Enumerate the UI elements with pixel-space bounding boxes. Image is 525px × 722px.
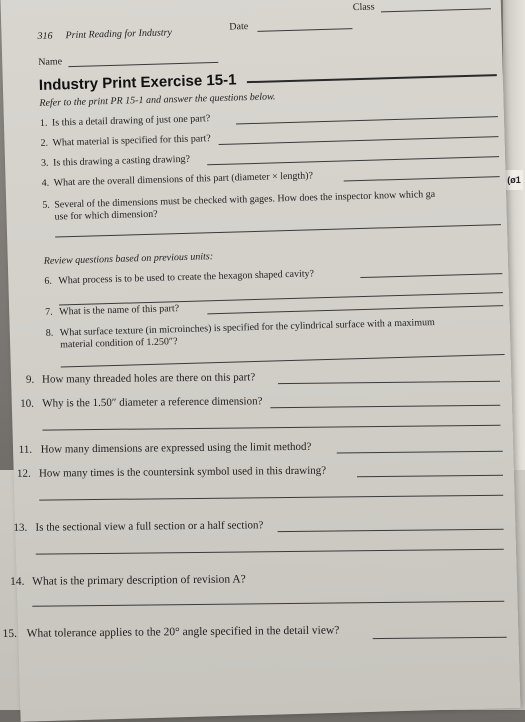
question-11-number: 11.: [18, 443, 33, 456]
question-1-text: Is this a detail drawing of just one part?: [51, 113, 211, 129]
page-number: 316: [37, 30, 53, 42]
book-title: Print Reading for Industry: [65, 27, 173, 42]
question-11-text: How many dimensions are expressed using the limit method?: [40, 440, 312, 456]
question-7-number: 7.: [45, 306, 53, 318]
name-label: Name: [38, 56, 63, 68]
answer-line-10b[interactable]: [43, 425, 501, 431]
answer-line-13b[interactable]: [36, 549, 504, 555]
answer-line-9[interactable]: [278, 381, 500, 384]
question-13-number: 13.: [13, 521, 28, 534]
review-heading: Review questions based on previous units:: [43, 251, 214, 267]
exercise-title: Industry Print Exercise 15-1: [38, 71, 237, 94]
question-4-text: What are the overall dimensions of this part (diameter × length)?: [53, 170, 314, 189]
question-6-text: What process is to be used to create the hexagon shaped cavity?: [58, 268, 315, 287]
adjacent-page-text: (ø1: [505, 170, 523, 190]
question-10-text: Why is the 1.50″ diameter a reference dimension?: [42, 395, 263, 410]
instructions: Refer to the print PR 15-1 and answer the questions below.: [39, 91, 276, 109]
question-6-number: 6.: [44, 275, 53, 287]
question-1-number: 1.: [39, 117, 48, 129]
question-3-number: 3.: [40, 157, 49, 169]
question-13-text: Is the sectional view a full section or a half section?: [35, 519, 264, 534]
question-10-number: 10.: [20, 397, 35, 410]
answer-line-15[interactable]: [373, 637, 507, 639]
question-5-number: 5.: [42, 199, 50, 211]
question-9-number: 9.: [25, 373, 35, 386]
question-3-text: Is this drawing a casting drawing?: [52, 153, 191, 169]
question-8-text-cont: material condition of 1.250″?: [60, 336, 178, 351]
question-8-text: What surface texture (in microinches) is specified for the cylindrical surface with a maximum: [59, 316, 435, 339]
question-15-number: 15.: [2, 627, 18, 641]
answer-line-12[interactable]: [357, 475, 503, 478]
question-7-text: What is the name of this part?: [59, 303, 180, 318]
answer-line-14[interactable]: [32, 601, 504, 607]
question-12-text: How many times is the countersink symbol used in this drawing?: [38, 464, 327, 480]
question-2-number: 2.: [40, 137, 49, 149]
answer-line-13[interactable]: [278, 529, 504, 532]
question-8-number: 8.: [45, 327, 54, 339]
answer-line-10[interactable]: [270, 405, 500, 408]
answer-line-12b[interactable]: [39, 495, 503, 501]
question-15-text: What tolerance applies to the 20° angle specified in the detail view?: [26, 624, 340, 640]
question-4-number: 4.: [41, 177, 50, 189]
question-9-text: How many threaded holes are there on this part?: [41, 371, 256, 386]
question-14-text: What is the primary description of revision A?: [32, 573, 246, 588]
date-label: Date: [229, 21, 249, 33]
question-5-text-cont: use for which dimension?: [54, 208, 158, 223]
answer-line-11[interactable]: [337, 451, 503, 454]
question-14-number: 14.: [10, 575, 25, 588]
class-label: Class: [352, 1, 375, 14]
question-12-number: 12.: [16, 467, 31, 480]
question-2-text: What material is specified for this part?: [52, 133, 211, 149]
question-5-text: Several of the dimensions must be checked with gages. How does the inspector know which ga: [54, 188, 436, 211]
